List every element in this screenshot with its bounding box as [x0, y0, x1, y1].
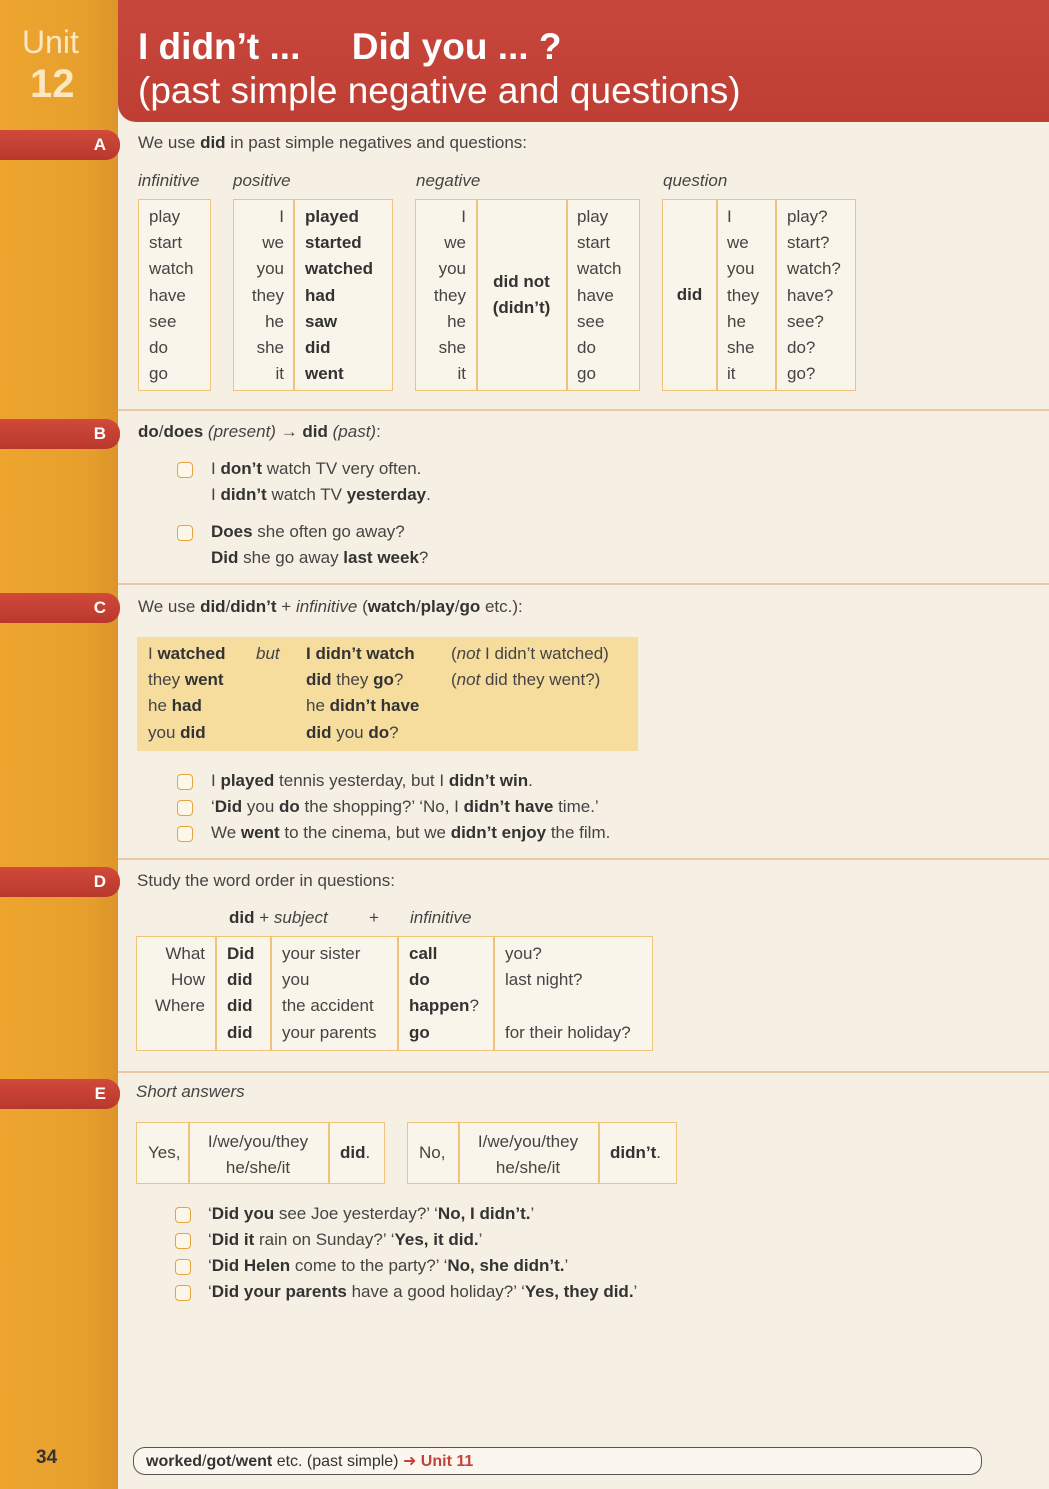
- checkbox-icon: [177, 800, 193, 816]
- divider: [118, 409, 1049, 411]
- example-line: ‘Did you see Joe yesterday?’ ‘No, I didn’t.’: [208, 1204, 535, 1223]
- cross-reference-box: worked/got/went etc. (past simple) ➜ Unit 11: [133, 1447, 982, 1475]
- short-answer-yes-table: Yes, I/we/you/they he/she/it did.: [136, 1122, 385, 1184]
- section-tab-d: D: [0, 867, 120, 897]
- section-tab-a: A: [0, 130, 120, 160]
- formula-infinitive: infinitive: [410, 908, 472, 927]
- infinitive-table: play start watch have see do go: [138, 199, 211, 391]
- example-line: Does she often go away?: [211, 522, 405, 541]
- word-order-table: What How Where Did did did did your sister you the accident your parents call do happen? go you? last night? for their holiday?: [136, 936, 653, 1051]
- label-negative: negative: [416, 171, 481, 190]
- unit-link[interactable]: Unit 11: [416, 1453, 474, 1470]
- checkbox-icon: [175, 1207, 191, 1223]
- label-question: question: [663, 171, 728, 190]
- word-order-formula: did + subject: [229, 908, 328, 927]
- arrow-icon: ➜: [402, 1453, 417, 1470]
- unit-label: Unit: [22, 24, 79, 60]
- checkbox-icon: [175, 1285, 191, 1301]
- checkbox-icon: [177, 525, 193, 541]
- section-tab-e: E: [0, 1079, 120, 1109]
- checkbox-icon: [177, 462, 193, 478]
- checkbox-icon: [175, 1259, 191, 1275]
- checkbox-icon: [177, 826, 193, 842]
- negative-table: I we you they he she it did not (didn’t) play start watch have see do go: [415, 199, 640, 391]
- sidebar: [0, 0, 118, 1489]
- example-line: I played tennis yesterday, but I didn’t win.: [211, 771, 533, 790]
- example-line: We went to the cinema, but we didn’t enjoy the film.: [211, 823, 611, 842]
- example-line: I didn’t watch TV yesterday.: [211, 485, 431, 504]
- section-b-intro: do/does (present) → did (past):: [138, 422, 381, 441]
- label-infinitive: infinitive: [138, 171, 200, 190]
- example-line: I don’t watch TV very often.: [211, 459, 422, 478]
- formula-plus: +: [369, 908, 379, 927]
- example-line: ‘Did your parents have a good holiday?’ ‘Yes, they did.’: [208, 1282, 638, 1301]
- unit-number: 12: [30, 62, 75, 106]
- page-number: 34: [36, 1447, 58, 1468]
- example-line: ‘Did Helen come to the party?’ ‘No, she didn’t.’: [208, 1256, 569, 1275]
- checkbox-icon: [177, 774, 193, 790]
- section-tab-b: B: [0, 419, 120, 449]
- example-line: ‘Did it rain on Sunday?’ ‘Yes, it did.’: [208, 1230, 483, 1249]
- section-tab-c: C: [0, 593, 120, 623]
- example-line: ‘Did you do the shopping?’ ‘No, I didn’t have time.’: [211, 797, 599, 816]
- section-e-intro: Short answers: [136, 1082, 245, 1101]
- section-a-intro: We use did in past simple negatives and questions:: [138, 133, 528, 152]
- label-positive: positive: [233, 171, 291, 190]
- highlight-box: I watched they went he had you did but I didn’t watch did they go? he didn’t have did you do? (not I didn’t watched) (not did they went?): [137, 637, 638, 751]
- divider: [118, 583, 1049, 585]
- short-answer-no-table: No, I/we/you/they he/she/it didn’t.: [407, 1122, 677, 1184]
- section-d-intro: Study the word order in questions:: [137, 871, 395, 890]
- page-title: I didn’t ... Did you ... ?: [138, 26, 562, 67]
- divider: [118, 1071, 1049, 1073]
- section-c-intro: We use did/didn’t + infinitive (watch/play/go etc.):: [138, 597, 523, 616]
- divider: [118, 858, 1049, 860]
- positive-table: I we you they he she it played started watched had saw did went: [233, 199, 393, 391]
- question-table: did I we you they he she it play? start? watch? have? see? do? go?: [662, 199, 856, 391]
- checkbox-icon: [175, 1233, 191, 1249]
- page-subtitle: (past simple negative and questions): [138, 70, 741, 111]
- example-line: Did she go away last week?: [211, 548, 429, 567]
